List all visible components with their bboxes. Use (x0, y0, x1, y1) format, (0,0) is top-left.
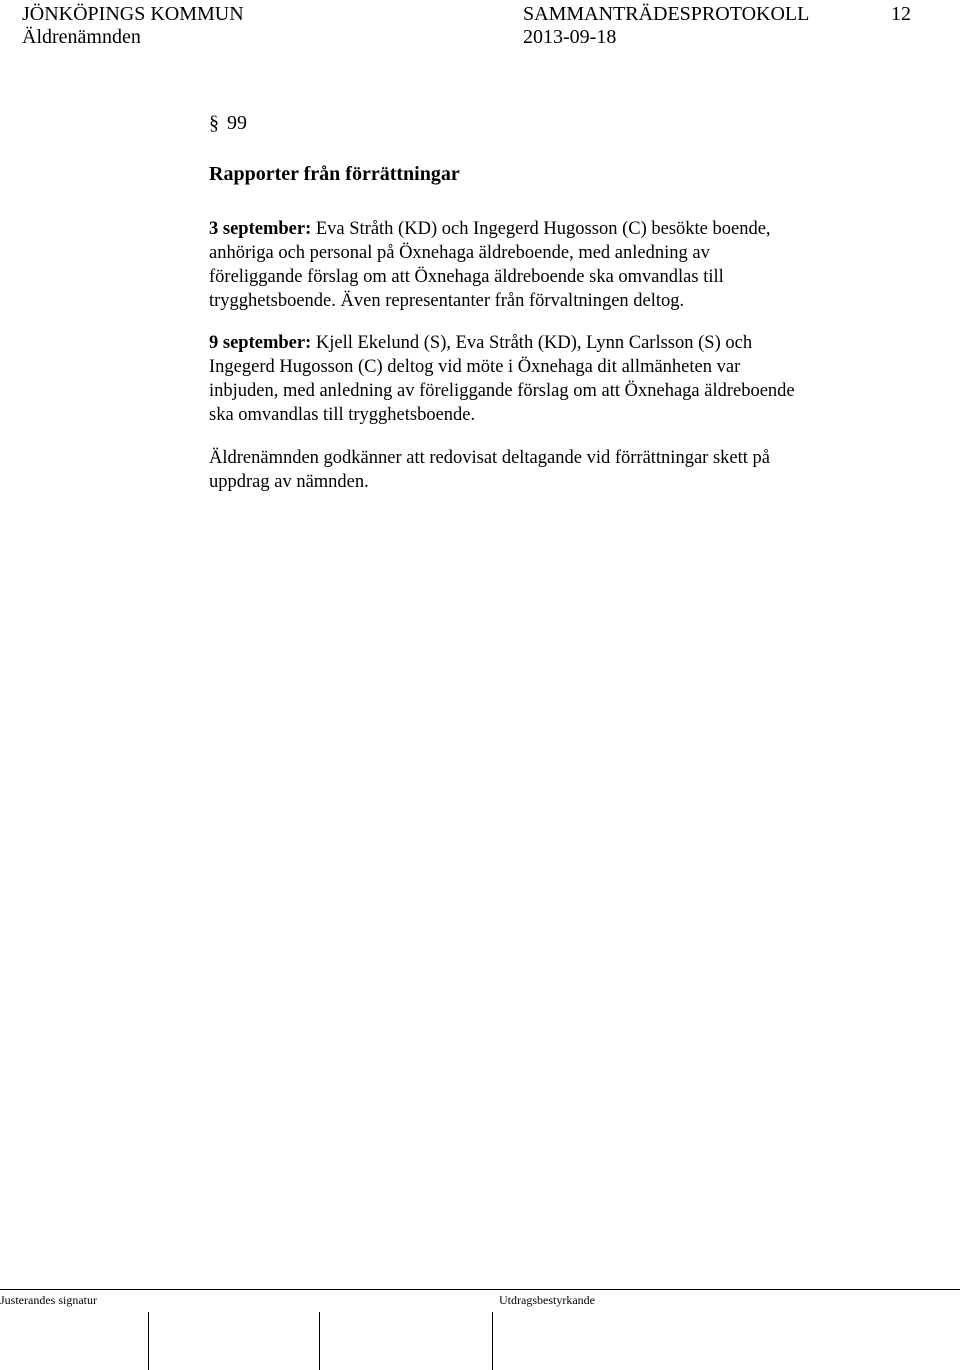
paragraph-line: trygghetsboende. Även representanter från förvaltningen deltog. (209, 291, 685, 311)
paragraph-line (209, 217, 899, 241)
page-number: 12 (891, 3, 911, 25)
paragraph-decision (209, 446, 899, 494)
paragraph-text: Kjell Ekelund (S), Eva Stråth (KD), Lynn Carlsson (S) och (311, 333, 753, 353)
footer-divider (0, 1289, 960, 1290)
paragraph-line: inbjuden, med anledning av föreliggande förslag om att Öxnehaga äldreboende (209, 381, 795, 401)
committee-name: Äldrenämnden (22, 26, 141, 48)
paragraph-line (209, 331, 899, 355)
section-sign: § (209, 112, 219, 134)
paragraph-text: Eva Stråth (KD) och Ingegerd Hugosson (C) besökte boende, (311, 219, 771, 239)
section-title: Rapporter från förrättningar (209, 163, 460, 185)
paragraph-3-september (209, 217, 899, 313)
paragraph-line: Ingegerd Hugosson (C) deltog vid möte i Öxnehaga dit allmänheten var (209, 357, 741, 377)
organization-name: JÖNKÖPINGS KOMMUN (22, 3, 244, 25)
signature-label: Justerandes signatur (0, 1293, 97, 1307)
section-number: 99 (227, 112, 247, 134)
paragraph-line: uppdrag av nämnden. (209, 472, 369, 492)
signature-box-divider (148, 1312, 149, 1370)
paragraph-9-september (209, 331, 899, 427)
paragraph-date-label: 3 september: (209, 219, 312, 239)
document-type: SAMMANTRÄDESPROTOKOLL (523, 3, 810, 25)
paragraph-line: föreliggande förslag om att Öxnehaga äldreboende ska omvandlas till (209, 267, 724, 287)
section-heading (209, 111, 247, 135)
signature-box-divider (319, 1312, 320, 1370)
paragraph-line: anhöriga och personal på Öxnehaga äldreboende, med anledning av (209, 243, 710, 263)
meeting-date: 2013-09-18 (523, 26, 617, 48)
signature-box-divider (492, 1312, 493, 1370)
certification-label: Utdragsbestyrkande (499, 1293, 595, 1307)
paragraph-line: ska omvandlas till trygghetsboende. (209, 405, 476, 425)
paragraph-date-label: 9 september: (209, 333, 312, 353)
paragraph-line: Äldrenämnden godkänner att redovisat deltagande vid förrättningar skett på (209, 448, 770, 468)
